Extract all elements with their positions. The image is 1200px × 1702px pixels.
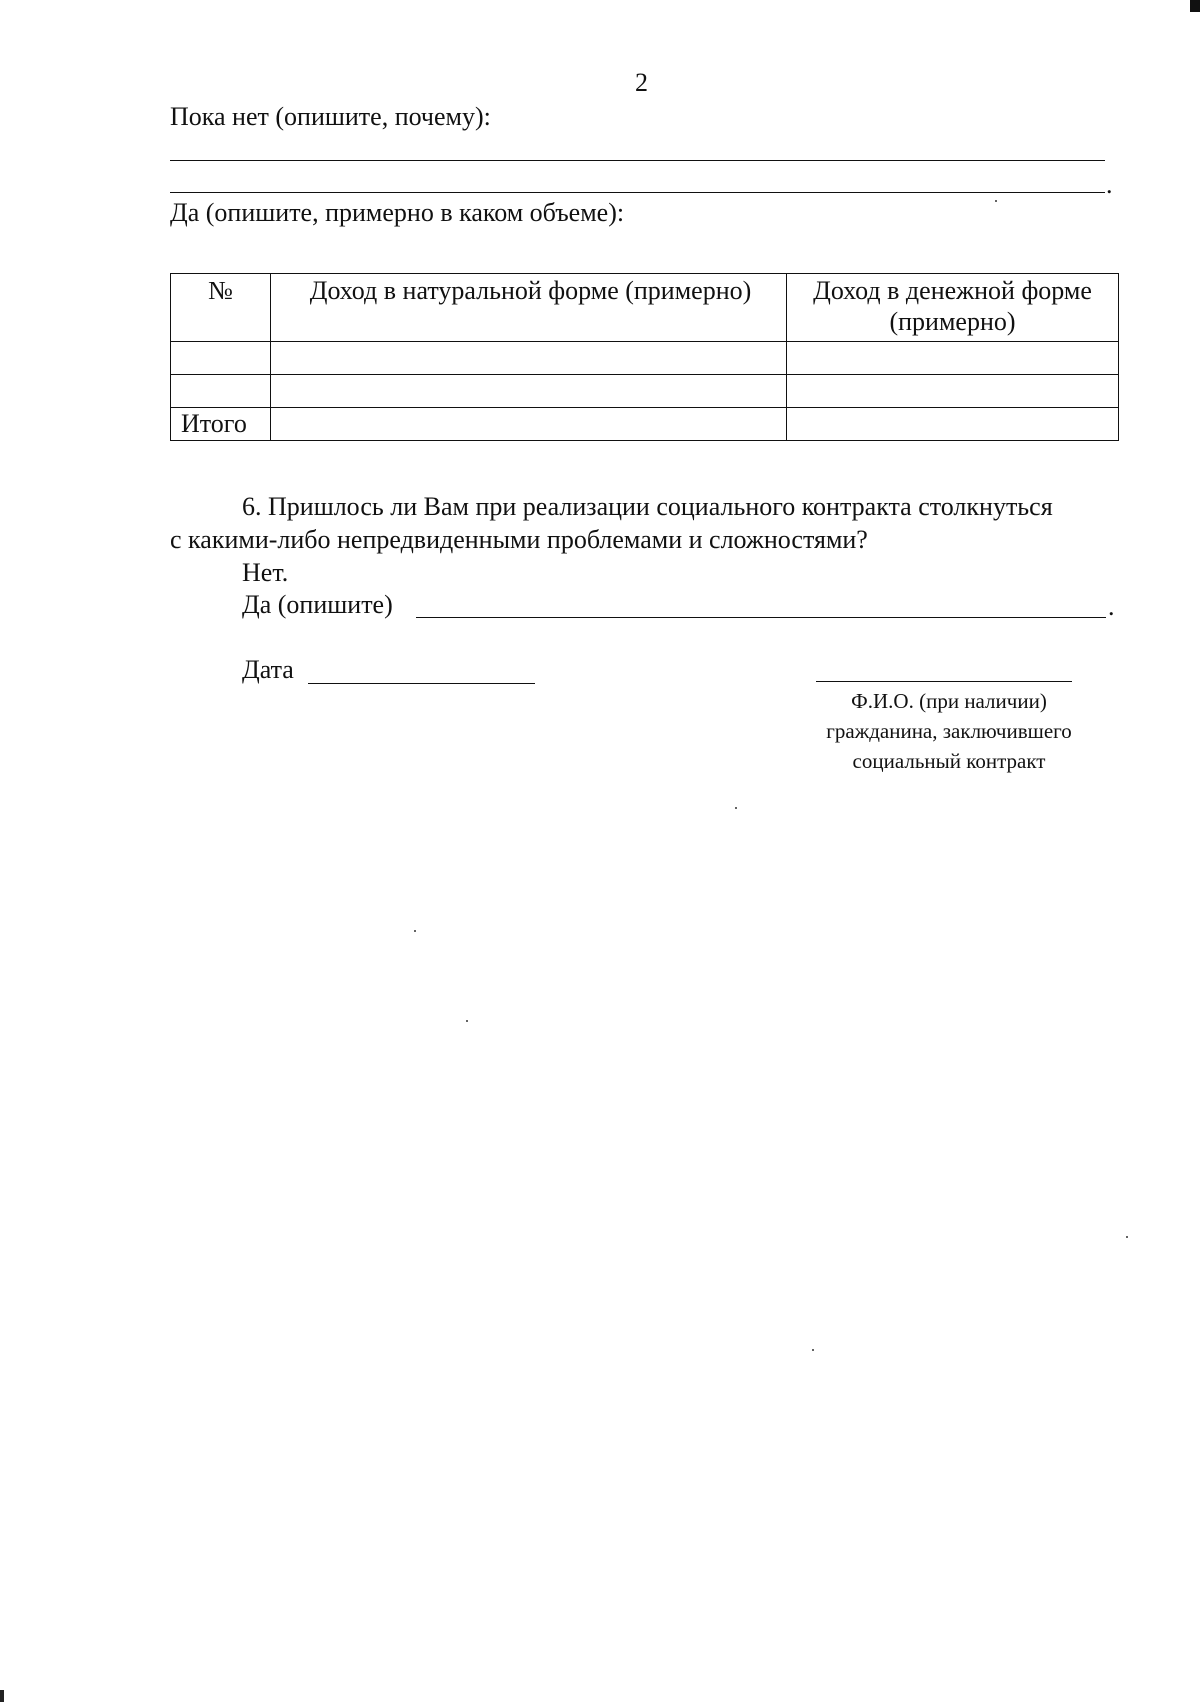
header-number: № (171, 274, 271, 342)
table-cell (271, 375, 787, 408)
total-label: Итого (171, 408, 271, 441)
option-no: Нет. (242, 558, 289, 587)
signature-caption-line-1: Ф.И.О. (при наличии) (851, 689, 1047, 713)
signature-caption-line-3: социальный контракт (852, 749, 1046, 773)
table-cell (271, 408, 787, 441)
scan-speck (414, 930, 416, 932)
table-cell (787, 408, 1119, 441)
scan-speck (735, 807, 737, 809)
date-label: Дата (242, 655, 294, 684)
income-table (170, 273, 1119, 441)
not-yet-answer-line-2 (170, 192, 1105, 193)
table-row (171, 342, 1119, 375)
page-number: 2 (635, 68, 648, 97)
not-yet-end-mark: . (1106, 170, 1113, 199)
not-yet-label: Пока нет (опишите, почему): (170, 102, 491, 131)
header-cash-income: Доход в денежной форме (примерно) (787, 274, 1119, 342)
table-row (171, 375, 1119, 408)
scan-edge-mark (1190, 0, 1200, 12)
scan-speck (812, 1349, 814, 1351)
scan-speck (466, 1020, 468, 1022)
table-cell (171, 342, 271, 375)
yes-label: Да (опишите, примерно в каком объеме): (170, 198, 625, 227)
question-6-line-1: 6. Пришлось ли Вам при реализации социального контракта столкнуться (242, 492, 1053, 521)
table-cell (787, 342, 1119, 375)
header-in-kind-income: Доход в натуральной форме (примерно) (271, 274, 787, 342)
table-cell (787, 375, 1119, 408)
date-line (308, 683, 535, 684)
option-yes-answer-line (416, 617, 1106, 618)
scan-speck (995, 200, 997, 202)
not-yet-answer-line-1 (170, 160, 1105, 161)
table-cell (171, 375, 271, 408)
signature-line (816, 681, 1072, 682)
question-6-line-2: с какими-либо непредвиденными проблемами и сложностями? (170, 525, 868, 554)
option-yes-label: Да (опишите) (242, 590, 393, 619)
signature-caption (796, 686, 1102, 776)
table-total-row (171, 408, 1119, 441)
scan-edge-mark (0, 1690, 4, 1702)
table-cell (271, 342, 787, 375)
signature-caption-line-2: гражданина, заключившего (826, 719, 1072, 743)
scan-speck (1126, 1236, 1128, 1238)
option-yes-end-mark: . (1108, 592, 1115, 621)
table-header-row (171, 274, 1119, 342)
